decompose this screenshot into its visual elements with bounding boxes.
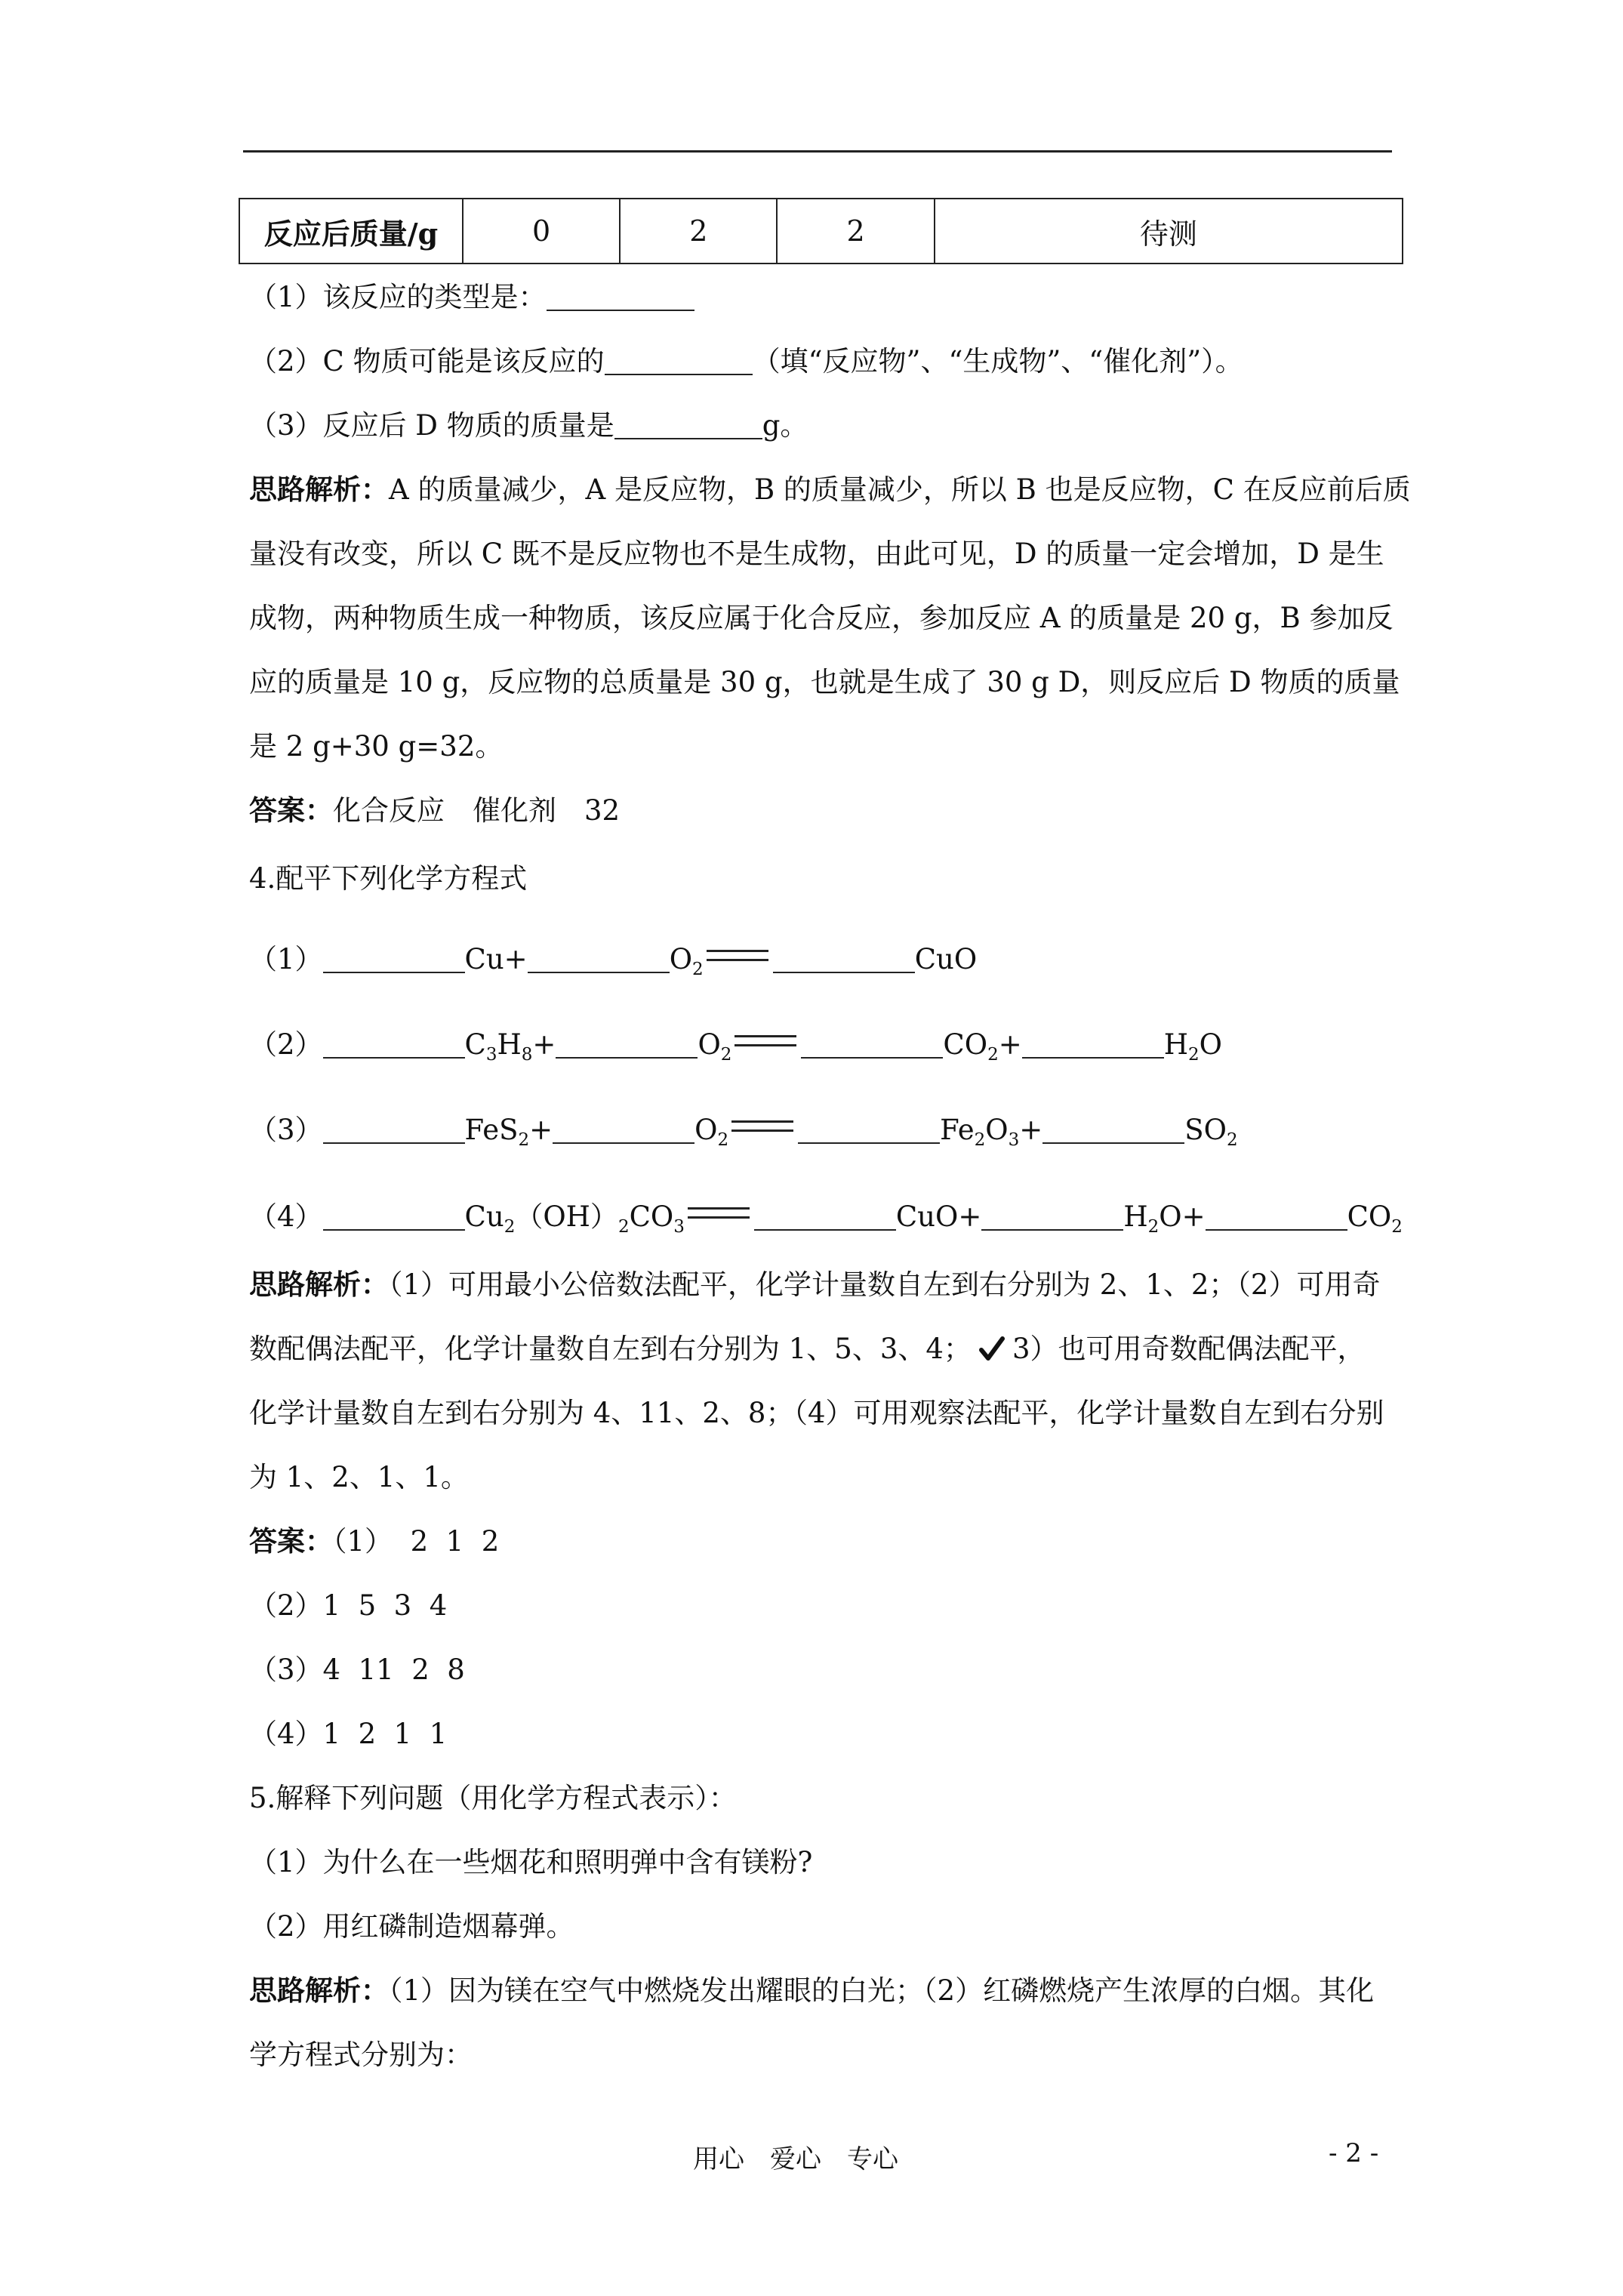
analysis-label: 思路解析： (249, 473, 389, 506)
coefficient-blank (798, 1120, 940, 1144)
coefficient-blank (528, 949, 670, 973)
coefficient-blank (323, 1034, 465, 1059)
coefficient-blank (323, 1120, 465, 1144)
answer-blank (547, 287, 694, 311)
coefficient-blank (1022, 1034, 1164, 1059)
mass-table (239, 198, 1403, 264)
answer-blank (605, 351, 753, 375)
answer-blank (614, 415, 762, 439)
q5-analysis-line-1: 思路解析：（1）因为镁在空气中燃烧发出耀眼的白光；（2）红磷燃烧产生浓厚的白烟。其化 (249, 1974, 1375, 2007)
coefficient-blank (1042, 1120, 1184, 1144)
page-number: - 2 - (1329, 2138, 1379, 2168)
equation-3: （3） $FeS_2+ O_2$ $Fe_2O_3+ SO_2$ (249, 1114, 1238, 1150)
q3-analysis-line-4: 应的质量是 10 g，反应物的总质量是 30 g，也就是生成了 30 g D，则反应后 D 物质的质量 (249, 666, 1400, 698)
table-cell-d: 待测 (935, 199, 1403, 264)
q4-analysis-line-1: 思路解析：（1）可用最小公倍数法配平，化学计量数自左到右分别为 2、1、2；（2）可用奇 (249, 1268, 1381, 1301)
check-mark-icon (979, 1336, 1005, 1363)
q4-analysis-line-2: 数配偶法配平，化学计量数自左到右分别为 1、5、3、4； 3）也可用奇数配偶法配平， (249, 1333, 1366, 1365)
equation-2: （2） $C_3H_8+ O_2$ $CO_2+ H_2O$ (249, 1028, 1222, 1065)
q5-sub2: （2）用红磷制造烟幕弹。 (249, 1910, 574, 1943)
equation-4: （4） $Cu_2(OH)_2CO_3$ $CuO+ H_2O+ CO_2$ (249, 1200, 1403, 1237)
coefficient-blank (556, 1034, 698, 1059)
coefficient-blank (553, 1120, 694, 1144)
equals-sign (707, 950, 768, 961)
q3-sub3: （3）反应后 D 物质的质量是 g。 (249, 409, 808, 442)
q5-analysis-line-2: 学方程式分别为： (249, 2039, 473, 2071)
footer-motto: 用心 爱心 专心 (693, 2144, 898, 2174)
table-cell-c: 2 (777, 199, 934, 264)
header-rule (243, 150, 1392, 153)
row-header: 反应后质量/g (239, 199, 463, 264)
q3-analysis-line-1: 思路解析：A 的质量减少，A 是反应物，B 的质量减少，所以 B 也是反应物，C 在反应前后质 (249, 473, 1411, 506)
q3-sub1: （1）该反应的类型是： (249, 283, 694, 311)
q4-analysis-line-3: 化学计量数自左到右分别为 4、11、2、8；（4）可用观察法配平，化学计量数自左到右分别 (249, 1397, 1384, 1429)
coefficient-blank (773, 949, 915, 973)
q4-answer-2: （2）1 5 3 4 (249, 1589, 448, 1622)
table-cell-b: 2 (620, 199, 777, 264)
q3-analysis-line-5: 是 2 g+30 g=32。 (249, 730, 504, 763)
equals-sign (735, 1035, 796, 1046)
table-row (239, 199, 1403, 264)
q3-sub2: （2）C 物质可能是该反应的 （填“反应物”、“生成物”、“催化剂”）。 (249, 345, 1243, 378)
equals-sign (688, 1207, 750, 1219)
coefficient-blank (323, 949, 465, 973)
q3-answer: 答案：化合反应 催化剂 32 (249, 794, 621, 827)
coefficient-blank (754, 1207, 896, 1231)
q5-title: 5.解释下列问题（用化学方程式表示）： (249, 1782, 737, 1814)
q4-analysis-line-4: 为 1、2、1、1。 (249, 1461, 469, 1493)
analysis-label: 思路解析： (249, 1974, 389, 2007)
equation-1: （1） $Cu+ O_2$ CuO (249, 943, 978, 979)
q5-sub1: （1）为什么在一些烟花和照明弹中含有镁粉? (249, 1846, 813, 1878)
q4-title: 4.配平下列化学方程式 (249, 862, 528, 895)
coefficient-blank (801, 1034, 943, 1059)
q3-analysis-line-2: 量没有改变，所以 C 既不是反应物也不是生成物，由此可见，D 的质量一定会增加，D 是生 (249, 538, 1384, 570)
q4-answer-4: （4）1 2 1 1 (249, 1718, 448, 1750)
q4-answer-1: 答案：（1） 2 1 2 (249, 1524, 500, 1558)
table-cell-a: 0 (463, 199, 620, 264)
analysis-label: 思路解析： (249, 1268, 389, 1301)
answer-label: 答案： (249, 1524, 333, 1558)
coefficient-blank (1206, 1207, 1347, 1231)
q4-answer-3: （3）4 11 2 8 (249, 1653, 465, 1686)
q3-analysis-line-3: 成物，两种物质生成一种物质，该反应属于化合反应，参加反应 A 的质量是 20 g，B 参加反 (249, 602, 1394, 634)
equals-sign (731, 1120, 793, 1132)
coefficient-blank (981, 1207, 1123, 1231)
answer-label: 答案： (249, 794, 333, 827)
coefficient-blank (323, 1207, 465, 1231)
